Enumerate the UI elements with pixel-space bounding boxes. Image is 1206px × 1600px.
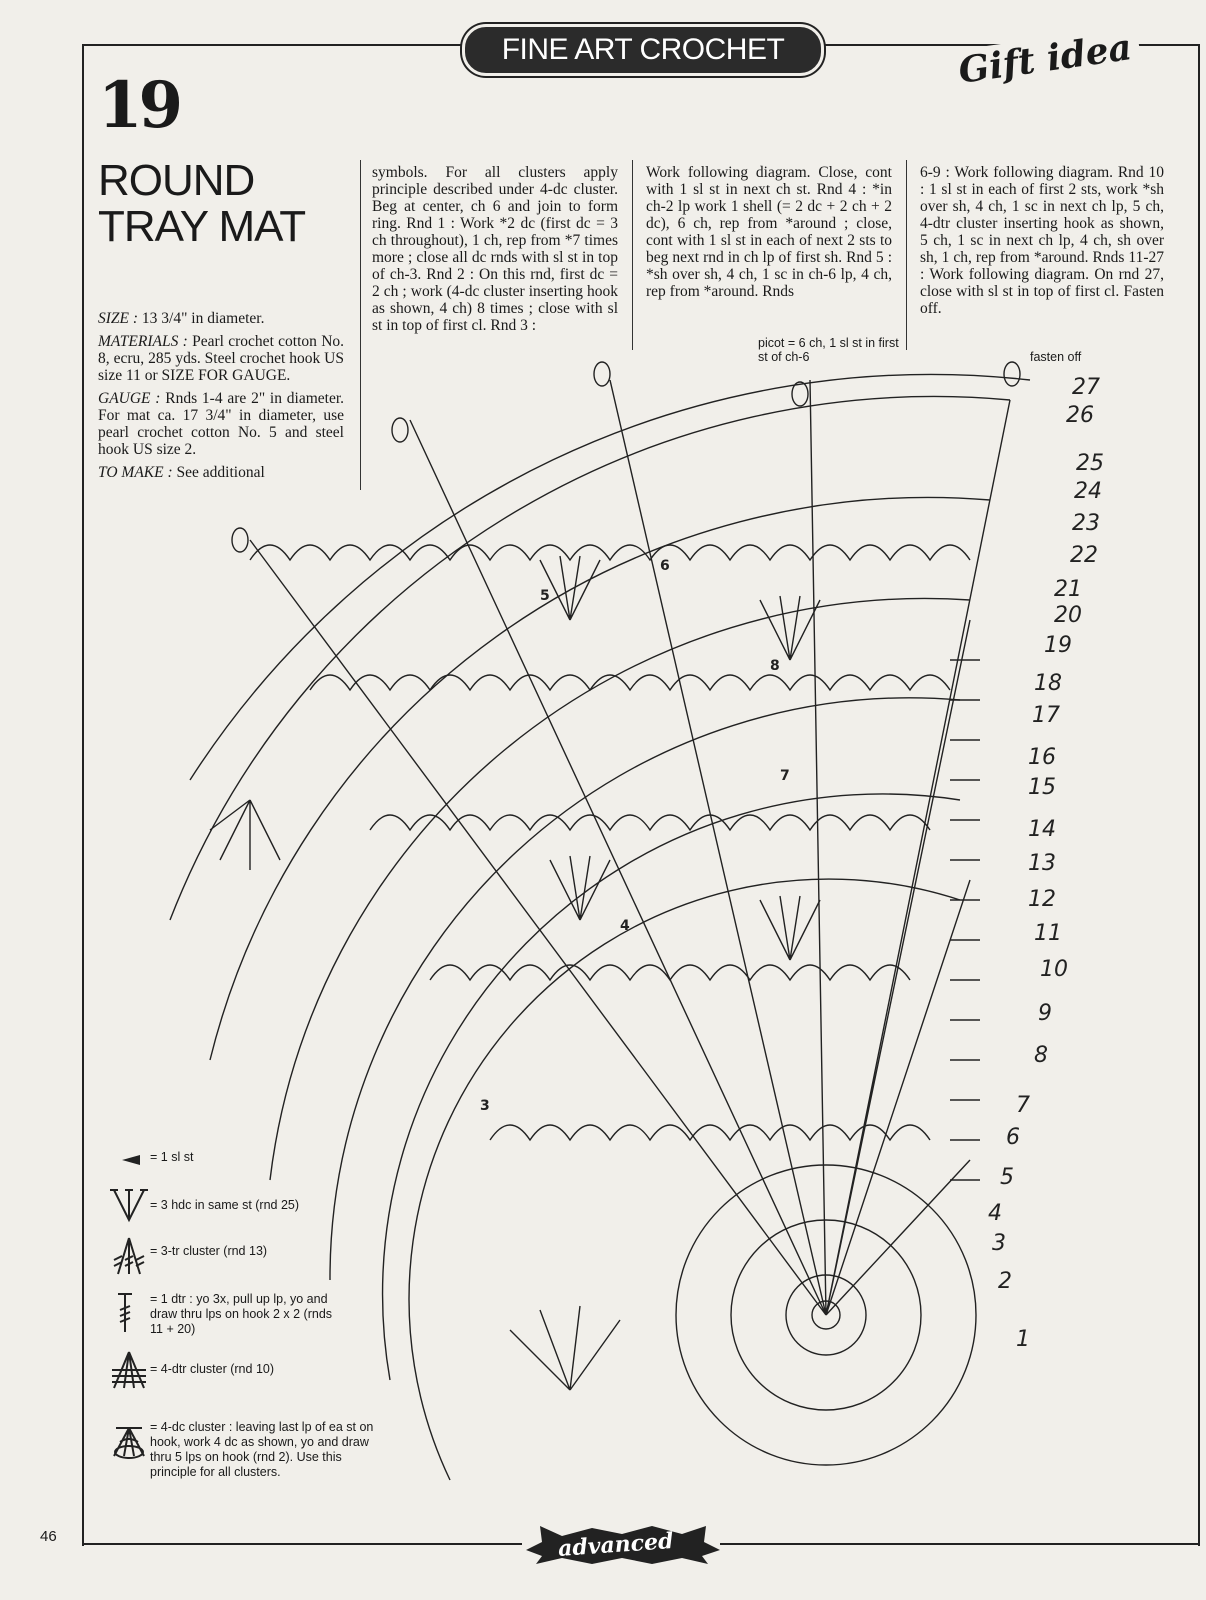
round-label: 9: [1038, 1001, 1052, 1026]
legend-text: = 1 dtr : yo 3x, pull up lp, yo and draw thru lps on hook 2 x 2 (rnds 11 + 20): [150, 1292, 333, 1336]
legend-text: = 4-dc cluster : leaving last lp of ea st on hook, work 4 dc as shown, yo and draw thru 5 lps on hook (rnd 2). Use this principle for all clusters.: [150, 1420, 374, 1479]
round-label: 10: [1040, 957, 1068, 982]
round-label: 5: [1000, 1165, 1014, 1190]
bottom-rule: [82, 1543, 522, 1545]
instructions-column: Work following diagram. Close, cont with 1 sl st in next ch st. Rnd 4 : *in ch-2 lp work 1 shell (= 2 dc + 2 ch + 2 dc), 6 ch, rep from *around ; close, cont with 1 sl st in each of next 2 sts to beg next rnd in ch lp of first sh. Rnd 5 : *sh over sh, 4 ch, 1 sc in ch-6 lp, 4 ch, rep from *around. Rnds: [646, 164, 892, 300]
round-label: 14: [1028, 817, 1056, 842]
legend-item: [108, 1150, 193, 1190]
legend-text: = 3 hdc in same st (rnd 25): [150, 1198, 300, 1212]
round-label: 2: [998, 1269, 1012, 1294]
dtr-cluster-icon: [108, 1350, 150, 1390]
legend-item: [108, 1350, 274, 1390]
instructions-column: 6-9 : Work following diagram. Rnd 10 : 1 sl st in each of first 2 sts, work *sh over sh, 4 ch, 1 sc in next ch lp, 5 ch, 4-dtr cluster inserting hook as shown, 5 ch, 1 sc in next ch lp, 4 ch, sh over sh, 1 ch, rep from *around. Rnds 11-27 : Work following diagram. On rnd 27, close with sl st in top of first cl. Fasten off.: [920, 164, 1164, 317]
round-label: 22: [1070, 543, 1098, 568]
round-label: 26: [1066, 403, 1094, 428]
round-label: 1: [1016, 1327, 1030, 1352]
column-divider: [906, 160, 907, 350]
page-title: [98, 158, 305, 250]
spec-label: MATERIALS :: [98, 333, 188, 350]
round-label: 13: [1028, 851, 1056, 876]
section-banner: FINE ART CROCHET: [462, 24, 824, 76]
stitch-count-label: 6: [660, 558, 670, 574]
round-label: 19: [1044, 633, 1072, 658]
hdc-group-icon: [108, 1186, 150, 1226]
round-label: 17: [1032, 703, 1060, 728]
column-divider: [632, 160, 633, 350]
round-label: 8: [1034, 1043, 1048, 1068]
dtr-icon: [108, 1292, 150, 1332]
round-label: 16: [1028, 745, 1056, 770]
round-label: 23: [1072, 511, 1100, 536]
legend-text: = 3-tr cluster (rnd 13): [150, 1244, 268, 1258]
dc-cluster-icon: [108, 1420, 150, 1460]
legend-item: [108, 1186, 299, 1226]
round-label: 12: [1028, 887, 1056, 912]
stitch-count-label: 8: [770, 658, 780, 674]
stitch-count-label: 3: [480, 1098, 490, 1114]
pattern-number: 19: [98, 68, 180, 143]
size-spec: [98, 310, 344, 327]
spec-label: GAUGE :: [98, 390, 161, 407]
legend-item: [108, 1236, 267, 1276]
round-label: 27: [1072, 375, 1100, 400]
round-label: 11: [1034, 921, 1062, 946]
picot-note: picot = 6 ch, 1 sl st in first st of ch-6: [758, 336, 899, 364]
page-number: 46: [40, 1528, 57, 1545]
spec-text: Pearl crochet cotton No. 8, ecru, 285 yds. Steel crochet hook US size 11 or SIZE FOR GAUGE.: [98, 333, 345, 384]
round-label: 25: [1076, 451, 1104, 476]
spec-text: 13 3/4" in diameter.: [141, 310, 265, 327]
stitch-count-label: 7: [780, 768, 790, 784]
title-line: ROUND: [98, 156, 255, 205]
fasten-off-note: fasten off: [1030, 350, 1082, 364]
legend-item: [108, 1420, 378, 1480]
round-label: 15: [1028, 775, 1056, 800]
legend-item: [108, 1292, 348, 1337]
difficulty-label: advanced: [557, 1528, 675, 1562]
legend-text: = 1 sl st: [150, 1150, 194, 1164]
legend-text: = 4-dtr cluster (rnd 10): [150, 1362, 275, 1376]
stitch-count-label: 4: [620, 918, 630, 934]
round-label: 7: [1016, 1093, 1030, 1118]
spec-label: SIZE :: [98, 310, 139, 327]
tr-cluster-icon: [108, 1236, 150, 1276]
difficulty-badge: [522, 1520, 722, 1566]
round-label: 18: [1034, 671, 1062, 696]
title-line: TRAY MAT: [98, 202, 306, 251]
instructions-column: symbols. For all clusters apply principle described under 4-dc cluster. Beg at center, ch 6 and join to form ring. Rnd 1 : Work *2 dc (first dc = 3 ch throughout), 1 ch, rep from *7 times more ; close all dc rnds with sl st in top of ch-3. Rnd 2 : On this rnd, first dc = 2 ch ; work (4-dc cluster inserting hook as shown, 4 ch) 8 times ; close with sl st in top of first cl. Rnd 3 :: [372, 164, 618, 334]
round-label: 6: [1006, 1125, 1020, 1150]
sl-st-icon: [108, 1150, 150, 1190]
round-label: 21: [1054, 577, 1082, 602]
round-label: 3: [992, 1231, 1006, 1256]
gift-idea-tag: Gift idea: [948, 25, 1142, 93]
spec-text: Rnds 1-4 are 2" in diameter. For mat ca. 17 3/4" in diameter, use pearl crochet cotton No. 5 and steel hook US size 2.: [98, 390, 345, 458]
round-label: 4: [988, 1201, 1002, 1226]
stitch-count-label: 5: [540, 588, 550, 604]
spec-label: TO MAKE :: [98, 464, 173, 481]
bottom-rule: [720, 1543, 1198, 1545]
crochet-diagram: [150, 360, 1104, 1540]
round-label: 24: [1074, 479, 1102, 504]
spec-text: See additional: [176, 464, 265, 481]
round-label: 20: [1054, 603, 1082, 628]
